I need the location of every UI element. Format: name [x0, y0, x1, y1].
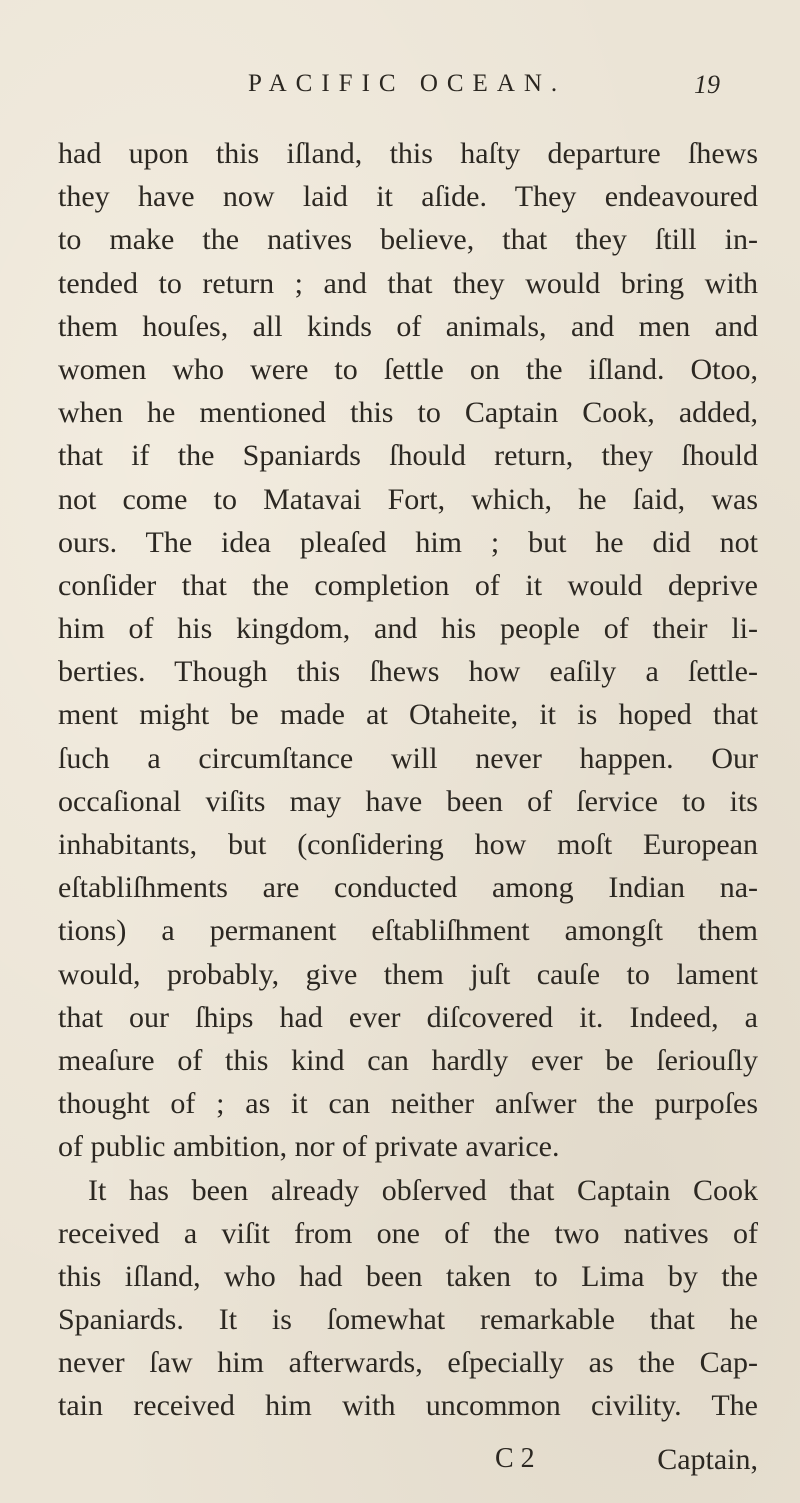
text-line: occaſional viſits may have been of ſervice to its: [58, 784, 758, 818]
page-number: 19: [694, 70, 720, 99]
text-line-paragraph-start: It has been already obſerved that Captain Cook: [88, 1173, 758, 1207]
text-line: would, probably, give them juſt cauſe to lament: [58, 957, 758, 991]
running-head: [248, 70, 768, 110]
text-line: inhabitants, but (conſidering how moſt European: [58, 828, 758, 861]
text-line: ours. The idea pleaſed him ; but he did not: [58, 525, 758, 559]
text-line: never ſaw him afterwards, eſpecially as the Cap-: [58, 1346, 758, 1380]
text-line: ſuch a circumſtance will never happen. Our: [58, 741, 758, 775]
text-line: women who were to ſettle on the iſland. Otoo,: [58, 352, 758, 386]
text-line: received a viſit from one of the two natives of: [58, 1216, 758, 1250]
text-line: when he mentioned this to Captain Cook, added,: [58, 396, 758, 430]
text-line: that if the Spaniards ſhould return, they ſhould: [58, 439, 758, 473]
text-line: that our ſhips had ever diſcovered it. Indeed, a: [58, 1000, 758, 1034]
text-line: them houſes, all kinds of animals, and men and: [58, 309, 758, 343]
text-line: this iſland, who had been taken to Lima by the: [58, 1259, 758, 1293]
text-line: not come to Matavai Fort, which, he ſaid, was: [58, 482, 758, 516]
text-body: [58, 132, 758, 1428]
text-line: conſider that the completion of it would deprive: [58, 568, 758, 602]
catchword: Captain,: [657, 1443, 758, 1476]
running-title: PACIFIC OCEAN.: [248, 70, 567, 97]
text-line: eſtabliſhments are conducted among Indian na-: [58, 871, 758, 905]
page-footer: [58, 1443, 758, 1487]
text-line: meaſure of this kind can hardly ever be ſeriouſly: [58, 1043, 758, 1077]
text-line: tended to return ; and that they would bring with: [58, 266, 758, 300]
text-line: ment might be made at Otaheite, it is hoped that: [58, 698, 758, 732]
text-line: tain received him with uncommon civility. The: [58, 1389, 758, 1423]
text-line: him of his kingdom, and his people of their li-: [58, 612, 758, 646]
text-line: tions) a permanent eſtabliſhment amongſt them: [58, 914, 758, 948]
text-line: Spaniards. It is ſomewhat remarkable that he: [58, 1303, 758, 1337]
text-line: they have now laid it aſide. They endeavoured: [58, 180, 758, 214]
text-line: berties. Though this ſhews how eaſily a ſettle-: [58, 655, 758, 689]
text-line: thought of ; as it can neither anſwer the purpoſes: [58, 1087, 758, 1121]
text-line: to make the natives believe, that they ſtill in-: [58, 223, 758, 257]
text-line-paragraph-end: of public ambition, nor of private avarice.: [58, 1130, 560, 1164]
signature-mark: C 2: [495, 1443, 535, 1474]
text-line: had upon this iſland, this haſty departure ſhews: [58, 137, 758, 170]
